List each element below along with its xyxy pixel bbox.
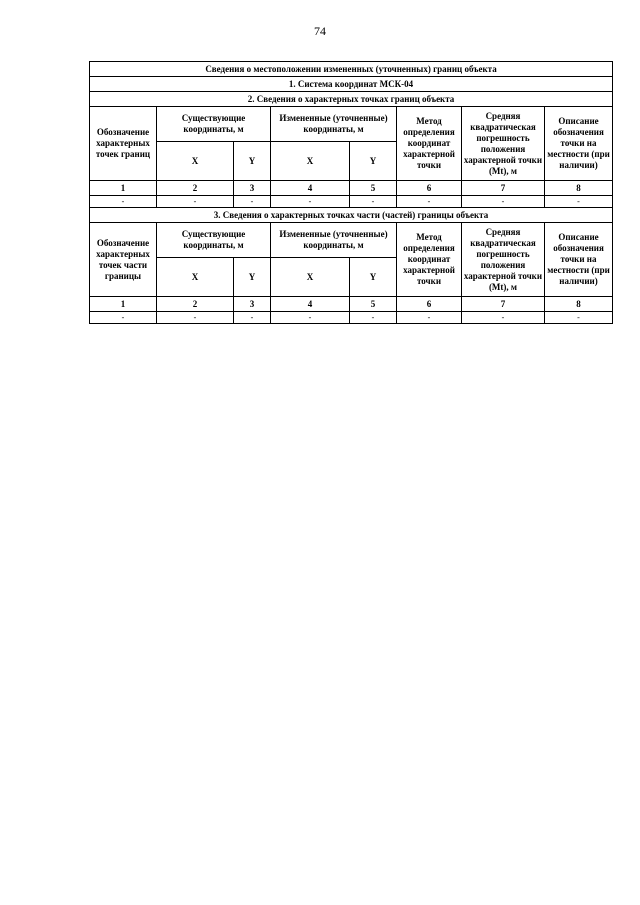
column-number: 3 xyxy=(234,181,271,196)
empty-cell: - xyxy=(157,196,234,208)
existing-coords-header: Существующие координаты, м xyxy=(157,223,271,258)
column-number: 5 xyxy=(350,297,397,312)
changed-y-header: Y xyxy=(350,142,397,181)
empty-cell: - xyxy=(462,312,545,324)
column-number: 2 xyxy=(157,181,234,196)
description-header: Описание обозначения точки на местности (при наличии) xyxy=(545,223,613,297)
empty-cell: - xyxy=(350,196,397,208)
changed-y-header: Y xyxy=(350,258,397,297)
empty-cell: - xyxy=(234,312,271,324)
boundary-coordinates-table xyxy=(89,61,613,324)
empty-cell: - xyxy=(545,312,613,324)
existing-y-header: Y xyxy=(234,258,271,297)
changed-x-header: X xyxy=(271,258,350,297)
point-designation-header: Обозначение характерных точек границ xyxy=(90,107,157,181)
empty-cell: - xyxy=(350,312,397,324)
description-header: Описание обозначения точки на местности (при наличии) xyxy=(545,107,613,181)
empty-cell: - xyxy=(234,196,271,208)
empty-cell: - xyxy=(271,196,350,208)
table-row xyxy=(90,312,613,324)
column-number: 7 xyxy=(462,297,545,312)
empty-cell: - xyxy=(462,196,545,208)
existing-x-header: X xyxy=(157,142,234,181)
empty-cell: - xyxy=(157,312,234,324)
existing-y-header: Y xyxy=(234,142,271,181)
coordinate-system-row: 1. Система координат МСК-04 xyxy=(90,77,613,92)
changed-x-header: X xyxy=(271,142,350,181)
table-title: Сведения о местоположении измененных (уточненных) границ объекта xyxy=(90,62,613,77)
existing-x-header: X xyxy=(157,258,234,297)
column-number: 3 xyxy=(234,297,271,312)
error-header: Средняя квадратическая погрешность положения характерной точки (Mt), м xyxy=(462,107,545,181)
part-point-designation-header: Обозначение характерных точек части границы xyxy=(90,223,157,297)
changed-coords-header: Измененные (уточненные) координаты, м xyxy=(271,223,397,258)
empty-cell: - xyxy=(90,312,157,324)
empty-cell: - xyxy=(397,196,462,208)
page-number: 74 xyxy=(314,24,326,38)
column-number: 8 xyxy=(545,181,613,196)
column-number-row xyxy=(90,297,613,312)
changed-coords-header: Измененные (уточненные) координаты, м xyxy=(271,107,397,142)
empty-cell: - xyxy=(397,312,462,324)
column-number: 2 xyxy=(157,297,234,312)
column-number: 1 xyxy=(90,181,157,196)
table-row xyxy=(90,196,613,208)
empty-cell: - xyxy=(90,196,157,208)
column-number: 4 xyxy=(271,181,350,196)
column-number: 6 xyxy=(397,181,462,196)
method-header: Метод определения координат характерной точки xyxy=(397,107,462,181)
empty-cell: - xyxy=(545,196,613,208)
empty-cell: - xyxy=(271,312,350,324)
column-number: 6 xyxy=(397,297,462,312)
error-header: Средняя квадратическая погрешность положения характерной точки (Mt), м xyxy=(462,223,545,297)
section-2-title: 2. Сведения о характерных точках границ объекта xyxy=(90,92,613,107)
column-number: 1 xyxy=(90,297,157,312)
section-3-title: 3. Сведения о характерных точках части (частей) границы объекта xyxy=(90,208,613,223)
column-number: 4 xyxy=(271,297,350,312)
method-header: Метод определения координат характерной точки xyxy=(397,223,462,297)
column-number: 5 xyxy=(350,181,397,196)
column-number: 7 xyxy=(462,181,545,196)
column-number: 8 xyxy=(545,297,613,312)
column-number-row xyxy=(90,181,613,196)
existing-coords-header: Существующие координаты, м xyxy=(157,107,271,142)
